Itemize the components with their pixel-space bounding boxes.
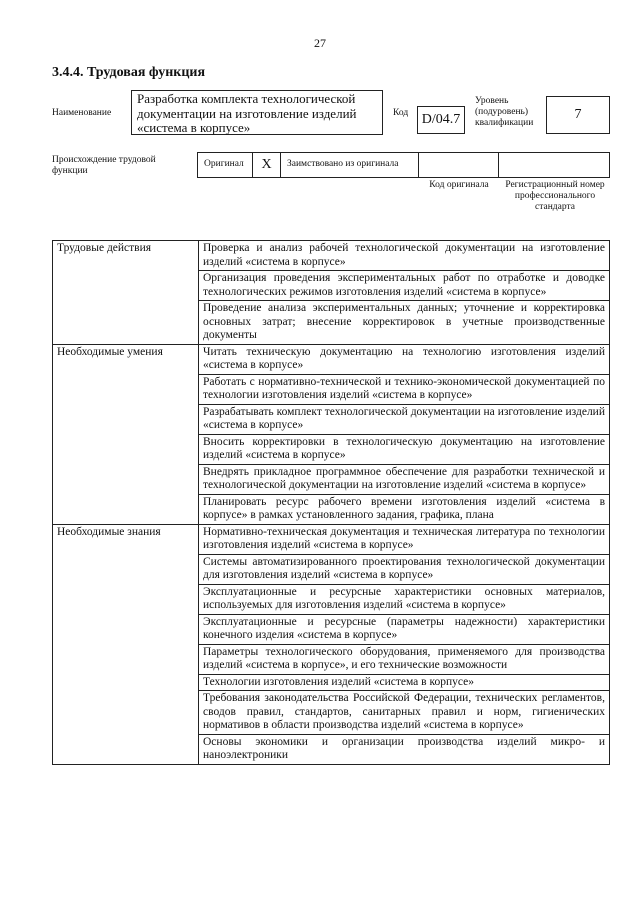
item-cell: Работать с нормативно-технической и технико-экономической документацией по технологии изготовления изделий «система в корпусе» [199, 374, 610, 404]
category-cell [53, 494, 199, 524]
table-row [53, 691, 610, 735]
table-row [53, 374, 610, 404]
original-code-cell [419, 153, 499, 177]
item-cell: Эксплуатационные и ресурсные (параметры надежности) характеристики конечного изделия «система в корпусе» [199, 614, 610, 644]
code-label: Код [393, 108, 409, 118]
category-cell [53, 404, 199, 434]
function-name: Разработка комплекта технологической документации на изготовление изделий «система в корпусе» [131, 90, 383, 135]
table-row [53, 434, 610, 464]
category-cell [53, 374, 199, 404]
table-row [53, 644, 610, 674]
item-cell: Системы автоматизированного проектирования технологической документации для изготовления изделий «система в корпусе» [199, 554, 610, 584]
item-cell: Параметры технологического оборудования, применяемого для производства изделий «система в корпусе», и его технические возможности [199, 644, 610, 674]
table-row [53, 301, 610, 345]
category-cell: Необходимые знания [53, 524, 199, 554]
item-cell: Эксплуатационные и ресурсные характеристики основных материалов, используемых для изготовления изделий «система в корпусе» [199, 584, 610, 614]
table-row [53, 464, 610, 494]
item-cell: Проверка и анализ рабочей технологической документации на изготовление изделий «система в корпусе» [199, 241, 610, 271]
item-cell: Проведение анализа экспериментальных данных; уточнение и корректировка основных затрат; внесение корректировок в учетные производственные документы [199, 301, 610, 345]
borrowed-label: Заимствовано из оригинала [281, 153, 419, 177]
origin-label: Происхождение трудовой функции [52, 155, 156, 176]
category-cell [53, 734, 199, 764]
category-cell: Необходимые умения [53, 344, 199, 374]
table-row [53, 404, 610, 434]
original-label: Оригинал [198, 153, 253, 177]
table-row [53, 554, 610, 584]
item-cell: Внедрять прикладное программное обеспечение для разработки технической и технологической документации на изготовление изделий «система в корпусе» [199, 464, 610, 494]
section-title: 3.4.4. Трудовая функция [52, 65, 206, 80]
origin-table [197, 152, 610, 178]
regnum-caption: Регистрационный номер профессионального стандарта [505, 180, 605, 212]
function-code: D/04.7 [417, 106, 465, 134]
item-cell: Разрабатывать комплект технологической документации на изготовление изделий «система в корпусе» [199, 404, 610, 434]
labor-function-table [52, 240, 610, 765]
category-cell [53, 301, 199, 345]
item-cell: Организация проведения экспериментальных работ по отработке и доводке технологических режимов изготовления изделий «система в корпусе» [199, 271, 610, 301]
category-cell [53, 271, 199, 301]
level-label: Уровень (подуровень) квалификации [475, 96, 534, 128]
category-cell [53, 614, 199, 644]
item-cell: Вносить корректировки в технологическую документацию на изготовление изделий «система в корпусе» [199, 434, 610, 464]
table-row [53, 241, 610, 271]
table-row [53, 271, 610, 301]
table-row [53, 674, 610, 691]
name-label: Наименование [52, 108, 112, 118]
item-cell: Основы экономики и организации производства изделий микро- и наноэлектроники [199, 734, 610, 764]
item-cell: Нормативно-техническая документация и техническая литература по технологии изготовления изделий «система в корпусе» [199, 524, 610, 554]
table-row [53, 614, 610, 644]
item-cell: Требования законодательства Российской Федерации, технических регламентов, сводов правил, стандартов, санитарных правил и норм, гигиенических нормативов в области производства изделий «система в корпусе» [199, 691, 610, 735]
category-cell [53, 434, 199, 464]
table-row [53, 584, 610, 614]
table-row [53, 734, 610, 764]
code-caption: Код оригинала [429, 180, 489, 190]
category-cell [53, 464, 199, 494]
regnum-cell [499, 153, 609, 177]
page-number: 27 [314, 36, 326, 50]
category-cell [53, 644, 199, 674]
original-mark: X [253, 153, 281, 177]
category-cell [53, 674, 199, 691]
qualification-level: 7 [546, 96, 610, 134]
item-cell: Планировать ресурс рабочего времени изготовления изделий «система в корпусе» в рамках установленного задания, графика, плана [199, 494, 610, 524]
category-cell [53, 584, 199, 614]
table-row [53, 494, 610, 524]
category-cell [53, 691, 199, 735]
table-row [53, 524, 610, 554]
item-cell: Технологии изготовления изделий «система в корпусе» [199, 674, 610, 691]
category-cell: Трудовые действия [53, 241, 199, 271]
item-cell: Читать техническую документацию на технологию изготовления изделий «система в корпусе» [199, 344, 610, 374]
category-cell [53, 554, 199, 584]
table-row [53, 344, 610, 374]
